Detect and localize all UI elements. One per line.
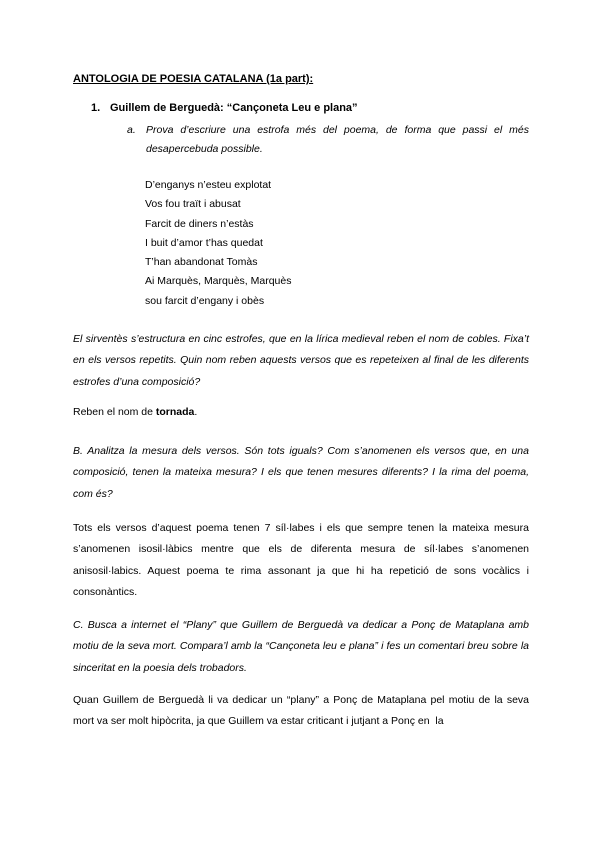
- answer-suffix: .: [194, 406, 198, 418]
- poem-line: I buit d’amor t’has quedat: [145, 236, 263, 249]
- subquestion-letter: a.: [127, 124, 136, 136]
- poem-line: D’enganys n’esteu explotat: [145, 179, 272, 191]
- answer-c: [73, 690, 529, 733]
- subquestion-text: Prova d’escriure una estrofa més del poema, de forma que passi el més desapercebuda possible.: [146, 124, 529, 155]
- section-title: Guillem de Berguedà: “Cançoneta Leu e plana”: [110, 102, 358, 114]
- answer-keyword: tornada: [155, 406, 195, 418]
- poem-line: Vos fou traït i abusat: [145, 198, 241, 211]
- answer-c-text: Quan Guillem de Berguedà li va dedicar un “plany” a Ponç de Mataplana pel motiu de la seva mort va ser molt hipòcrita, ja que Guillem va estar criticant i jutjant a Ponç en: [73, 694, 529, 728]
- subquestion-a: [127, 121, 529, 159]
- document-title: ANTOLOGIA DE POESIA CATALANA (1a part):: [73, 73, 314, 85]
- poem-line: Farcit de diners n’estàs: [145, 217, 254, 230]
- question-b: B. Analitza la mesura dels versos. Són tots iguals? Com s’anomenen els versos que, en una composició, tenen la mateixa mesura? I els que tenen mesures diferents? I la rima del poema, com és?: [73, 445, 529, 500]
- question-sirventes: El sirventès s’estructura en cinc estrofes, que en la lírica medieval reben el nom de cobles. Fixa’t en els versos repetits. Quin nom reben aquests versos que es repeteixen al final de les diferents estrofes d’una composició?: [73, 333, 529, 388]
- answer-b: Tots els versos d’aquest poema tenen 7 síl·labes i els que sempre tenen la mateixa mesura s’anomenen isosil·làbics mentre que els de diferenta mesura de síl·labes s’anomenen anisosil·labics. Aquest poema te rima assonant ja que hi ha repetició de sons vocàlics i consonàntics.: [73, 522, 529, 598]
- poem-line: sou farcit d’engany i obès: [145, 294, 265, 307]
- section-number: 1.: [91, 102, 101, 114]
- poem-stanza: [145, 176, 291, 311]
- poem-line: Ai Marquès, Marquès, Marquès: [145, 275, 292, 288]
- answer-tornada: [73, 402, 529, 423]
- poem-line: T’han abandonat Tomàs: [145, 256, 258, 269]
- answer-prefix: Reben el nom de: [73, 406, 156, 418]
- answer-c-tail: la: [435, 715, 444, 728]
- section-heading: [91, 102, 358, 114]
- question-c: C. Busca a internet el “Plany” que Guillem de Berguedà va dedicar a Ponç de Mataplana amb motiu de la seva mort. Compara’l amb la “Cançoneta leu e plana” i fes un comentari breu sobre la sinceritat en la poesia dels trobadors.: [73, 619, 529, 674]
